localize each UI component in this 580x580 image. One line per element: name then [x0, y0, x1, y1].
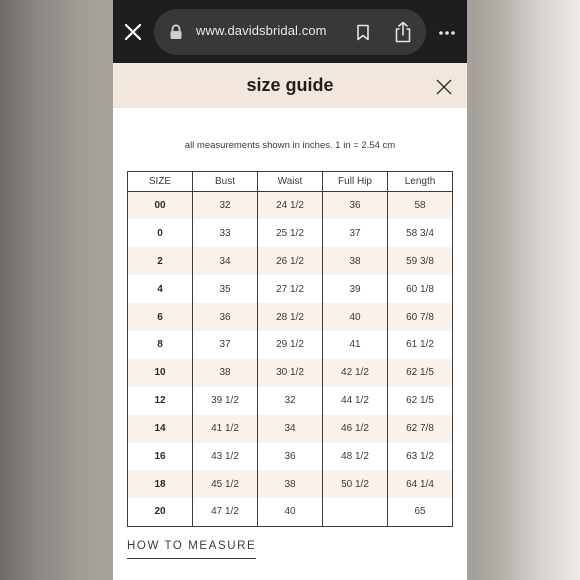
full-hip-cell: 36 [323, 192, 388, 220]
length-cell: 61 1/2 [388, 331, 453, 359]
column-header-bust: Bust [193, 172, 258, 192]
table-row [128, 498, 453, 526]
waist-cell: 29 1/2 [258, 331, 323, 359]
table-row [128, 359, 453, 387]
table-header-row [128, 172, 453, 192]
length-cell: 62 1/5 [388, 359, 453, 387]
table-row [128, 470, 453, 498]
bust-cell: 35 [193, 275, 258, 303]
more-icon[interactable] [438, 30, 456, 36]
waist-cell: 30 1/2 [258, 359, 323, 387]
table-row [128, 443, 453, 471]
share-icon[interactable] [394, 21, 412, 43]
table-row [128, 387, 453, 415]
length-cell: 60 7/8 [388, 303, 453, 331]
length-cell: 59 3/8 [388, 247, 453, 275]
bust-cell: 32 [193, 192, 258, 220]
table-row [128, 247, 453, 275]
column-header-waist: Waist [258, 172, 323, 192]
column-header-length: Length [388, 172, 453, 192]
size-cell: 10 [128, 359, 193, 387]
length-cell: 60 1/8 [388, 275, 453, 303]
full-hip-cell: 38 [323, 247, 388, 275]
size-cell: 00 [128, 192, 193, 220]
bust-cell: 36 [193, 303, 258, 331]
length-cell: 64 1/4 [388, 470, 453, 498]
url-text: www.davidsbridal.com [196, 23, 327, 38]
bookmark-icon[interactable] [356, 24, 370, 41]
full-hip-cell: 39 [323, 275, 388, 303]
size-cell: 4 [128, 275, 193, 303]
waist-cell: 24 1/2 [258, 192, 323, 220]
waist-cell: 26 1/2 [258, 247, 323, 275]
size-cell: 0 [128, 219, 193, 247]
waist-cell: 28 1/2 [258, 303, 323, 331]
size-cell: 6 [128, 303, 193, 331]
full-hip-cell [323, 498, 388, 526]
size-cell: 20 [128, 498, 193, 526]
bust-cell: 41 1/2 [193, 415, 258, 443]
table-row [128, 331, 453, 359]
waist-cell: 27 1/2 [258, 275, 323, 303]
table-row [128, 303, 453, 331]
full-hip-cell: 40 [323, 303, 388, 331]
size-guide-title: size guide [246, 75, 334, 95]
table-row [128, 192, 453, 220]
browser-toolbar [113, 0, 467, 63]
bust-cell: 47 1/2 [193, 498, 258, 526]
size-cell: 2 [128, 247, 193, 275]
bust-cell: 45 1/2 [193, 470, 258, 498]
table-row [128, 415, 453, 443]
length-cell: 58 3/4 [388, 219, 453, 247]
length-cell: 62 7/8 [388, 415, 453, 443]
lock-icon [169, 24, 183, 40]
column-header-full-hip: Full Hip [323, 172, 388, 192]
full-hip-cell: 41 [323, 331, 388, 359]
full-hip-cell: 37 [323, 219, 388, 247]
measurement-note: all measurements shown in inches. 1 in = 2.54 cm [184, 140, 396, 151]
close-icon[interactable] [123, 22, 143, 42]
size-cell: 14 [128, 415, 193, 443]
full-hip-cell: 48 1/2 [323, 443, 388, 471]
bust-cell: 43 1/2 [193, 443, 258, 471]
size-cell: 16 [128, 443, 193, 471]
full-hip-cell: 42 1/2 [323, 359, 388, 387]
full-hip-cell: 44 1/2 [323, 387, 388, 415]
table-row [128, 219, 453, 247]
table-row [128, 275, 453, 303]
waist-cell: 25 1/2 [258, 219, 323, 247]
waist-cell: 32 [258, 387, 323, 415]
bust-cell: 39 1/2 [193, 387, 258, 415]
size-cell: 12 [128, 387, 193, 415]
bust-cell: 38 [193, 359, 258, 387]
column-header-size: SIZE [128, 172, 193, 192]
waist-cell: 36 [258, 443, 323, 471]
waist-cell: 38 [258, 470, 323, 498]
size-cell: 8 [128, 331, 193, 359]
waist-cell: 34 [258, 415, 323, 443]
address-bar[interactable] [154, 9, 426, 55]
bust-cell: 33 [193, 219, 258, 247]
size-guide-header [113, 63, 467, 108]
length-cell: 58 [388, 192, 453, 220]
bust-cell: 34 [193, 247, 258, 275]
bust-cell: 37 [193, 331, 258, 359]
length-cell: 63 1/2 [388, 443, 453, 471]
how-to-measure-link[interactable]: HOW TO MEASURE [127, 540, 256, 559]
length-cell: 65 [388, 498, 453, 526]
size-cell: 18 [128, 470, 193, 498]
size-chart-table [127, 171, 453, 527]
phone-screen [113, 0, 467, 580]
waist-cell: 40 [258, 498, 323, 526]
full-hip-cell: 50 1/2 [323, 470, 388, 498]
close-icon[interactable] [436, 79, 452, 95]
length-cell: 62 1/5 [388, 387, 453, 415]
full-hip-cell: 46 1/2 [323, 415, 388, 443]
